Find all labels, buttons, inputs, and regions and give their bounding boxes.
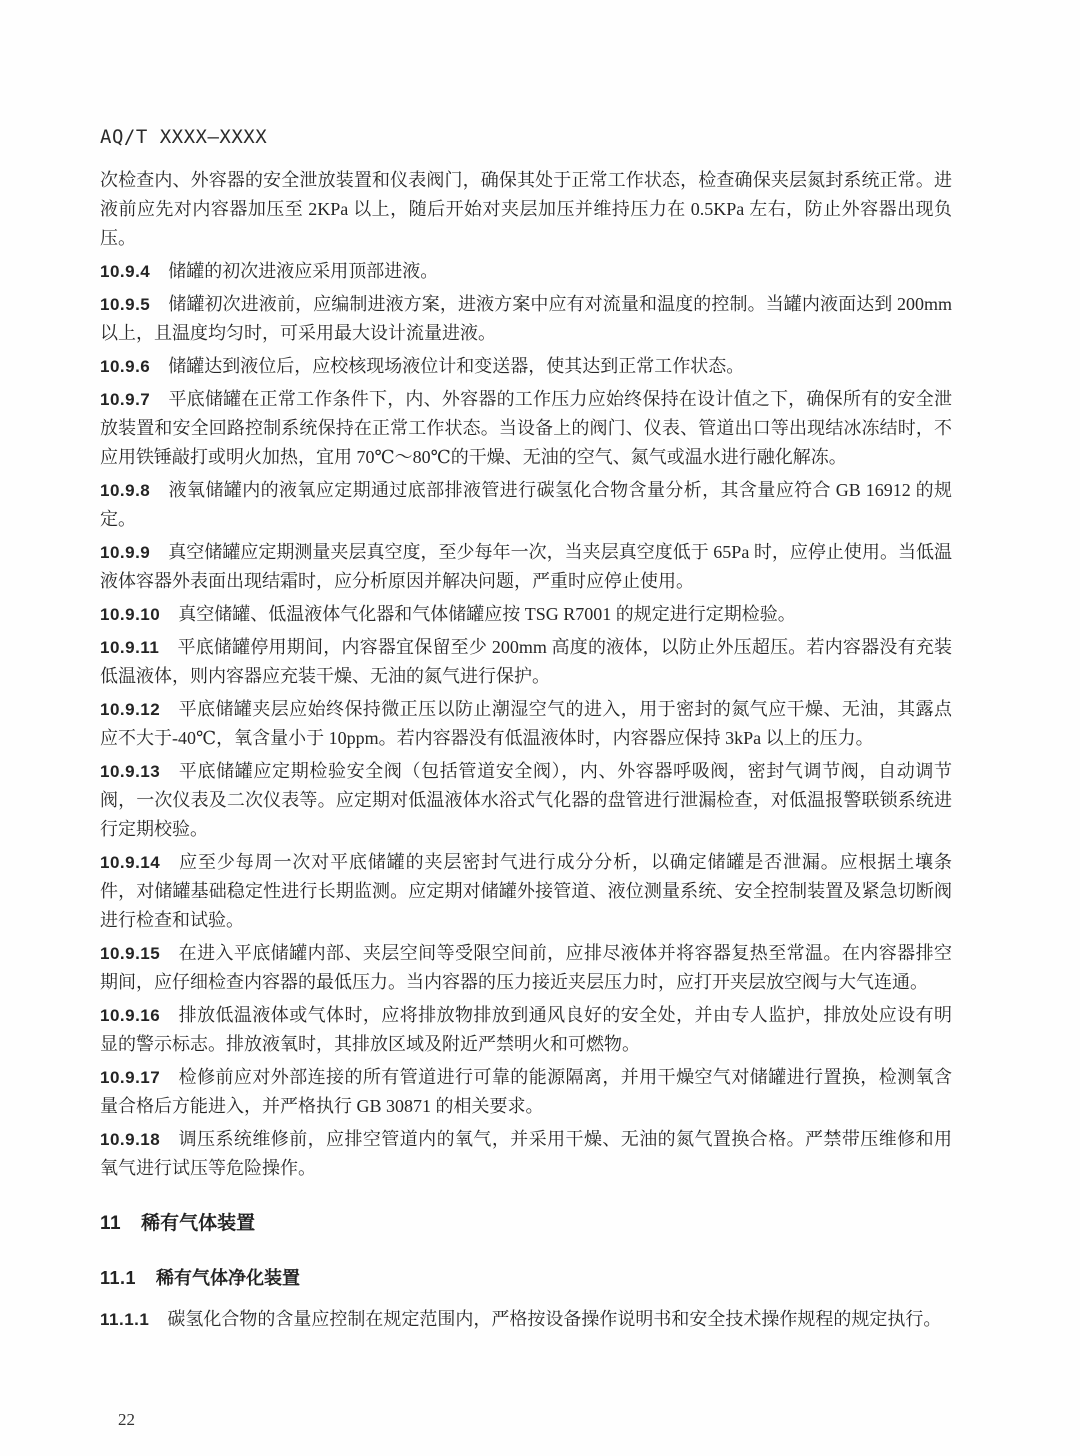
clause-text: 储罐达到液位后，应校核现场液位计和变送器，使其达到正常工作状态。 — [168, 356, 745, 376]
clause-paragraph — [100, 600, 952, 629]
section-number: 11 — [100, 1213, 122, 1234]
clause-text: 真空储罐应定期测量夹层真空度，至少每年一次，当夹层真空度低于 65Pa 时，应停止使用。当低温液体容器外表面出现结霜时，应分析原因并解决问题，严重时应停止使用。 — [100, 542, 952, 591]
clause-paragraph — [100, 1063, 952, 1121]
clause-paragraph — [100, 352, 952, 381]
clause-text: 液氧储罐内的液氧应定期通过底部排液管进行碳氢化合物含量分析，其含量应符合 GB 16912 的规定。 — [100, 480, 952, 529]
clause-number: 10.9.8 — [100, 481, 151, 500]
clause-text: 真空储罐、低温液体气化器和气体储罐应按 TSG R7001 的规定进行定期检验。 — [178, 604, 796, 624]
clause-text: 储罐初次进液前，应编制进液方案，进液方案中应有对流量和温度的控制。当罐内液面达到 200mm 以上，且温度均匀时，可采用最大设计流量进液。 — [100, 294, 952, 343]
clause-paragraph — [100, 633, 952, 691]
clause-text: 平底储罐在正常工作条件下，内、外容器的工作压力应始终保持在设计值之下，确保所有的安全泄放装置和安全回路控制系统保持在正常工作状态。当设备上的阀门、仪表、管道出口等出现结冰冻结时，不应用铁锤敲打或明火加热，宜用 70℃～80℃的干燥、无油的空气、氮气或温水进行融化解冻。 — [100, 389, 952, 467]
clause-number: 11.1.1 — [100, 1310, 150, 1329]
clause-paragraph — [100, 757, 952, 844]
clause-text: 在进入平底储罐内部、夹层空间等受限空间前，应排尽液体并将容器复热至常温。在内容器排空期间，应仔细检查内容器的最低压力。当内容器的压力接近夹层压力时，应打开夹层放空阀与大气连通。 — [100, 943, 952, 992]
clause-paragraph — [100, 385, 952, 472]
section-heading — [100, 1209, 952, 1238]
clause-number: 10.9.13 — [100, 762, 161, 781]
clause-text: 应至少每周一次对平底储罐的夹层密封气进行成分分析，以确定储罐是否泄漏。应根据土壤条件，对储罐基础稳定性进行长期监测。应定期对储罐外接管道、液位测量系统、安全控制装置及紧急切断阀进行检查和试验。 — [100, 852, 952, 930]
subsection-heading — [100, 1264, 952, 1293]
clause-text: 检修前应对外部连接的所有管道进行可靠的能源隔离，并用干燥空气对储罐进行置换，检测氧含量合格后方能进入，并严格执行 GB 30871 的相关要求。 — [100, 1067, 952, 1116]
clause-paragraph — [100, 538, 952, 596]
subsection-title: 稀有气体净化装置 — [156, 1268, 301, 1288]
continuation-paragraph: 次检查内、外容器的安全泄放装置和仪表阀门，确保其处于正常工作状态，检查确保夹层氮封系统正常。进液前应先对内容器加压至 2KPa 以上，随后开始对夹层加压并维持压力在 0.5KPa 左右，防止外容器出现负压。 — [100, 170, 952, 248]
page-number: 22 — [118, 1410, 135, 1429]
clause-text: 排放低温液体或气体时，应将排放物排放到通风良好的安全处，并由专人监护，排放处应设有明显的警示标志。排放液氧时，其排放区域及附近严禁明火和可燃物。 — [100, 1005, 952, 1054]
section-title: 稀有气体装置 — [141, 1213, 256, 1234]
clause-paragraph — [100, 939, 952, 997]
clause-paragraph — [100, 1125, 952, 1183]
clause-text: 储罐的初次进液应采用顶部进液。 — [168, 261, 439, 281]
clause-number: 10.9.9 — [100, 543, 151, 562]
clause-text: 平底储罐应定期检验安全阀（包括管道安全阀），内、外容器呼吸阀，密封气调节阀，自动调节阀，一次仪表及二次仪表等。应定期对低温液体水浴式气化器的盘管进行泄漏检查，对低温报警联锁系统进行定期校验。 — [100, 761, 952, 839]
clause-number: 10.9.6 — [100, 357, 151, 376]
clause-number: 10.9.17 — [100, 1068, 161, 1087]
clause-number: 10.9.14 — [100, 853, 161, 872]
clause-text: 平底储罐停用期间，内容器宜保留至少 200mm 高度的液体，以防止外压超压。若内容器没有充装低温液体，则内容器应充装干燥、无油的氮气进行保护。 — [100, 637, 952, 686]
clause-paragraph — [100, 1001, 952, 1059]
clause-number: 10.9.16 — [100, 1006, 161, 1025]
clause-text: 碳氢化合物的含量应控制在规定范围内，严格按设备操作说明书和安全技术操作规程的规定执行。 — [167, 1309, 942, 1329]
subsection-number: 11.1 — [100, 1268, 137, 1288]
clause-paragraph — [100, 695, 952, 753]
clause-number: 10.9.15 — [100, 944, 161, 963]
clause-list — [100, 257, 952, 1183]
clause-paragraph — [100, 848, 952, 935]
clause-number: 10.9.5 — [100, 295, 151, 314]
clause-number: 10.9.11 — [100, 638, 160, 657]
clause-number: 10.9.18 — [100, 1130, 161, 1149]
clause-text: 平底储罐夹层应始终保持微正压以防止潮湿空气的进入，用于密封的氮气应干燥、无油，其露点应不大于-40℃，氧含量小于 10ppm。若内容器没有低温液体时，内容器应保持 3kPa 以上的压力。 — [100, 699, 952, 748]
clause-paragraph — [100, 1305, 952, 1334]
document-header-standard-number: AQ/T XXXX—XXXX — [100, 126, 268, 148]
clause-number: 10.9.10 — [100, 605, 161, 624]
document-body — [100, 166, 952, 1338]
clause-number: 10.9.12 — [100, 700, 161, 719]
clause-text: 调压系统维修前，应排空管道内的氧气，并采用干燥、无油的氮气置换合格。严禁带压维修和用氧气进行试压等危险操作。 — [100, 1129, 952, 1178]
clause-paragraph — [100, 257, 952, 286]
subsection-clause-list — [100, 1305, 952, 1334]
clause-paragraph — [100, 476, 952, 534]
clause-number: 10.9.4 — [100, 262, 151, 281]
clause-number: 10.9.7 — [100, 390, 151, 409]
clause-paragraph — [100, 290, 952, 348]
